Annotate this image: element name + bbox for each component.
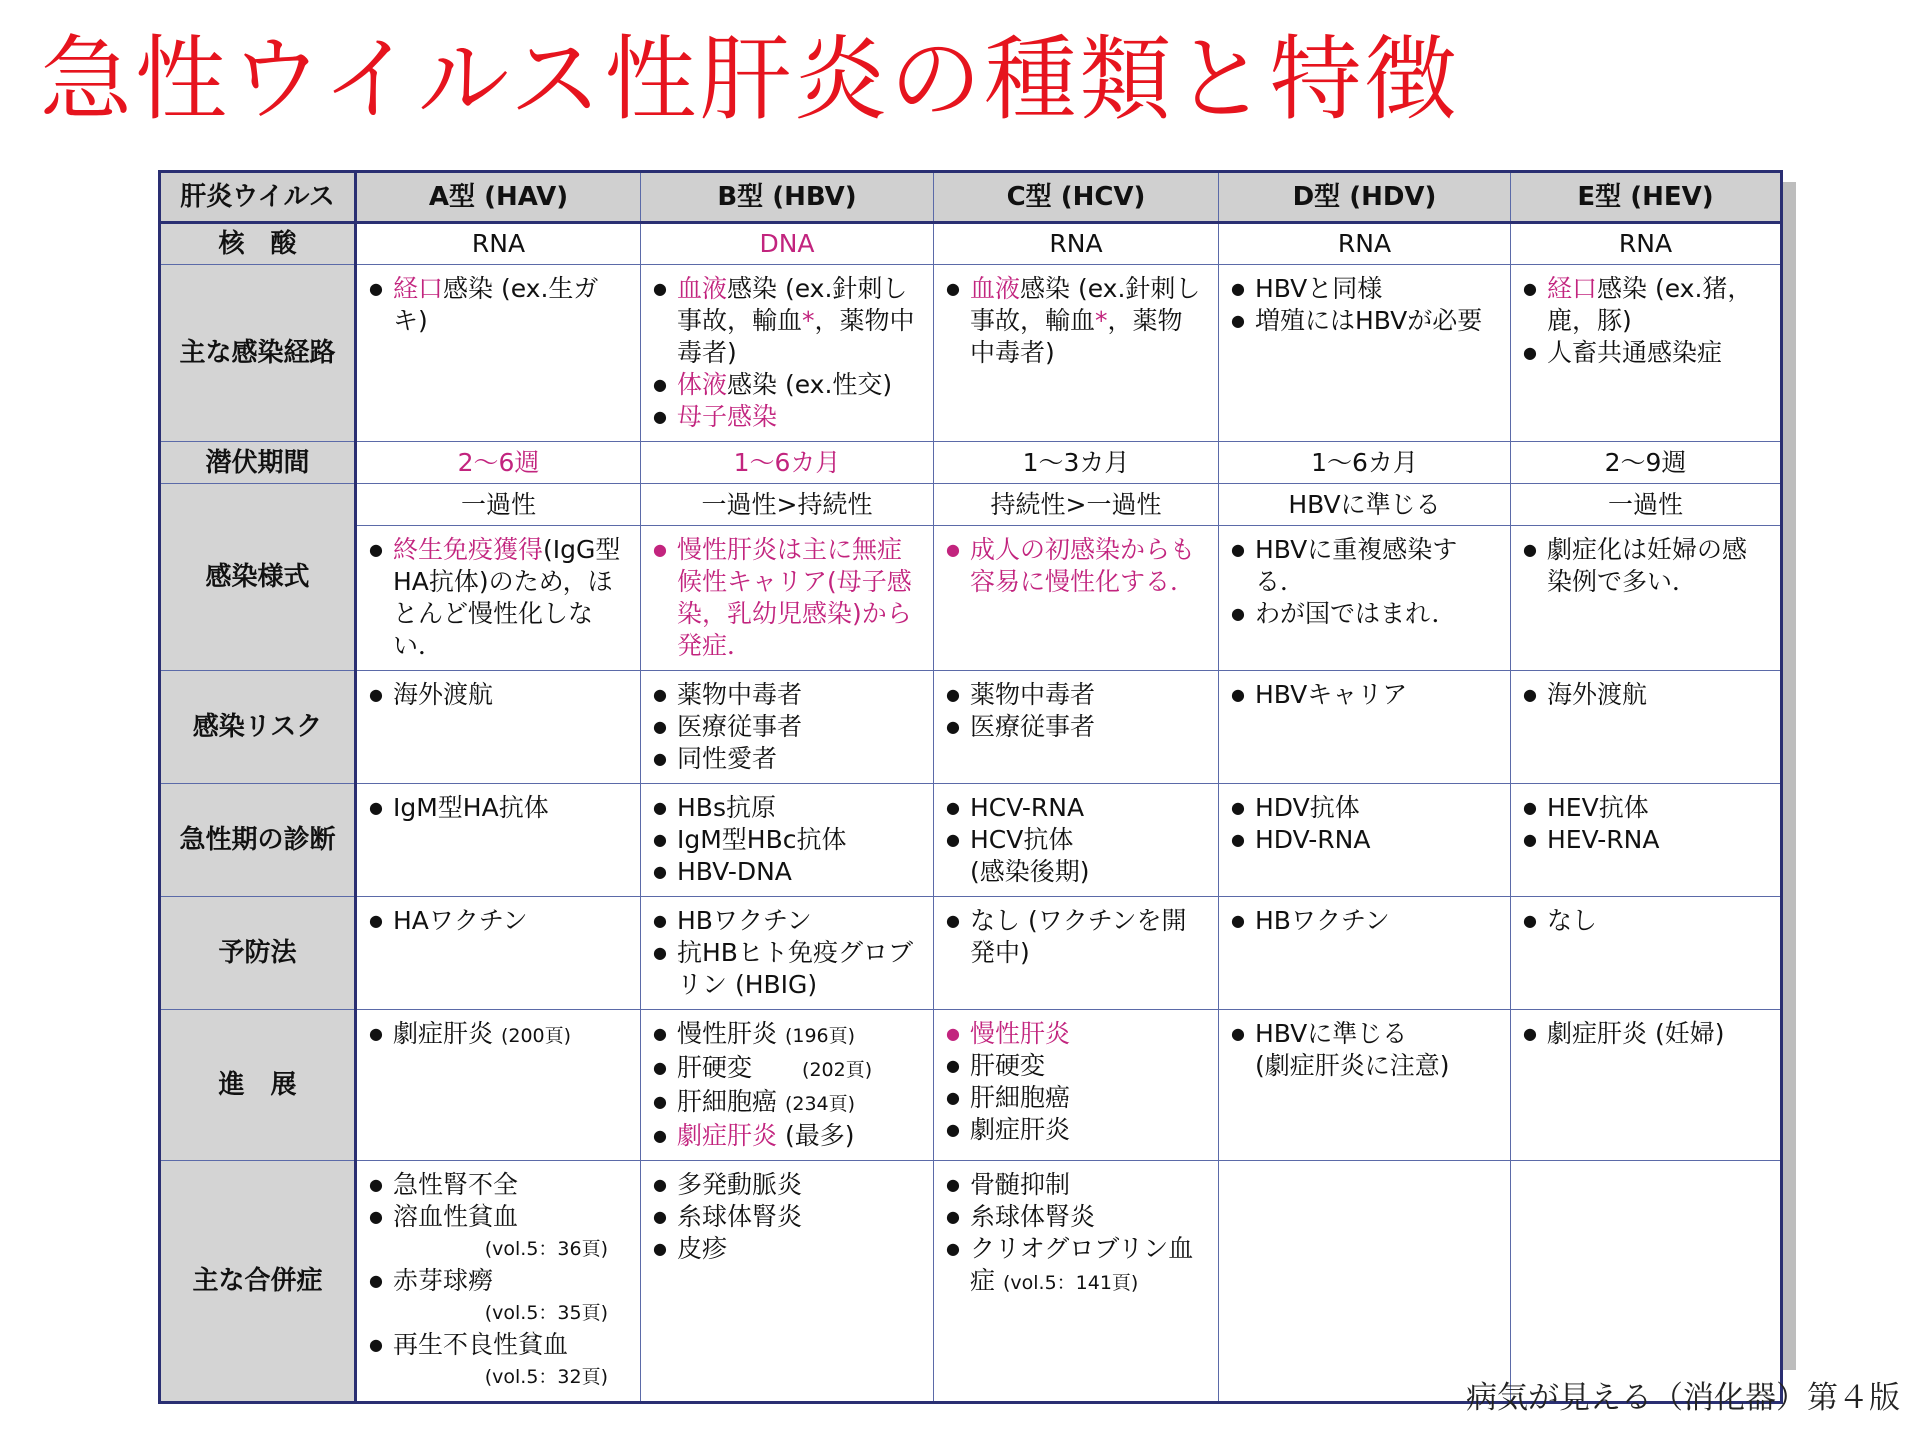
list-item: ● 再生不良性貧血: [369, 1329, 628, 1361]
list-item: ● 経口感染 (ex.生ガキ): [369, 273, 628, 337]
mode-summary-row: [160, 484, 1782, 526]
page-title: 急性ウイルス性肝炎の種類と特徴: [40, 26, 1460, 133]
list-item: ● HBVキャリア: [1231, 679, 1498, 711]
list-item: ● 肝硬変: [946, 1050, 1206, 1082]
list-item: ● 糸球体腎炎: [946, 1201, 1206, 1233]
route-hev: [1511, 265, 1782, 442]
list-item: ● HAワクチン: [369, 905, 628, 937]
row-label-incubation: 潜伏期間: [160, 442, 356, 484]
complications-ref: (vol.5：35頁): [484, 1302, 608, 1324]
risk-hbv: [641, 671, 934, 784]
list-item: ● 劇症化は妊婦の感染例で多い．: [1523, 534, 1768, 598]
hepatitis-table-container: [158, 170, 1780, 1388]
route-row: [160, 265, 1782, 442]
list-item: ● 薬物中毒者: [653, 679, 921, 711]
progression-hdv-note: (劇症肝炎に注意): [1255, 1051, 1450, 1080]
list-item: ● HEV-RNA: [1523, 824, 1768, 856]
progression-hbv: [641, 1010, 934, 1161]
source-credit: 病気が見える（消化器）第４版: [1466, 1380, 1900, 1416]
incubation-hcv: 1〜3カ月: [934, 442, 1219, 484]
list-item: ● 溶血性貧血: [369, 1201, 628, 1233]
mode-detail-row: [160, 526, 1782, 671]
prevention-hav: [356, 897, 641, 1010]
nucleic-hev: RNA: [1511, 223, 1782, 265]
list-item: ● 血液感染 (ex.針刺し事故，輸血*，薬物中毒者): [653, 273, 921, 369]
progression-hev: [1511, 1010, 1782, 1161]
route-hdv: [1219, 265, 1511, 442]
list-item: ● 多発動脈炎: [653, 1169, 921, 1201]
list-item: ● HBs抗原: [653, 792, 921, 824]
list-item: ● HCV抗体: [946, 824, 1206, 856]
list-item: ● 血液感染 (ex.針刺し事故，輸血*，薬物中毒者): [946, 273, 1206, 369]
complications-ref: (vol.5：36頁): [484, 1238, 608, 1260]
row-label-nucleic: 核 酸: [160, 223, 356, 265]
list-item: ● 慢性肝炎は主に無症候性キャリア(母子感染，乳幼児感染)から発症．: [653, 534, 921, 662]
mode-summary-hcv: 持続性>一過性: [934, 484, 1219, 526]
mode-hcv: [934, 526, 1219, 671]
nucleic-hdv: RNA: [1219, 223, 1511, 265]
progression-hcv: [934, 1010, 1219, 1161]
row-label-risk: 感染リスク: [160, 671, 356, 784]
incubation-hbv: 1〜6カ月: [641, 442, 934, 484]
risk-hdv: [1219, 671, 1511, 784]
mode-hav: [356, 526, 641, 671]
list-item: ● わが国ではまれ．: [1231, 598, 1498, 630]
complications-hev: [1511, 1161, 1782, 1403]
route-hcv: [934, 265, 1219, 442]
list-item: ● 抗HBヒト免疫グロブリン (HBIG): [653, 937, 921, 1001]
list-item: ● 増殖にはHBVが必要: [1231, 305, 1498, 337]
nucleic-hav: RNA: [356, 223, 641, 265]
mode-hev: [1511, 526, 1782, 671]
header-hdv: D型 (HDV): [1219, 172, 1511, 223]
incubation-hdv: 1〜6カ月: [1219, 442, 1511, 484]
diagnosis-hdv: [1219, 784, 1511, 897]
list-item: ● 劇症肝炎: [946, 1114, 1206, 1146]
hepatitis-comparison-table: [158, 170, 1783, 1404]
list-item: ● HDV抗体: [1231, 792, 1498, 824]
mode-hbv: [641, 526, 934, 671]
mode-summary-hbv: 一過性>持続性: [641, 484, 934, 526]
list-item: ● HBVに重複感染する．: [1231, 534, 1498, 598]
diagnosis-hav: [356, 784, 641, 897]
complications-hav: [356, 1161, 641, 1403]
route-hbv: [641, 265, 934, 442]
list-item: ● HBVと同様: [1231, 273, 1498, 305]
risk-hav: [356, 671, 641, 784]
list-item: ● 肝細胞癌 (234頁): [653, 1086, 921, 1120]
diagnosis-row: [160, 784, 1782, 897]
diagnosis-hev: [1511, 784, 1782, 897]
progression-hdv: [1219, 1010, 1511, 1161]
list-item: ● HBワクチン: [653, 905, 921, 937]
list-item: ● 糸球体腎炎: [653, 1201, 921, 1233]
complications-ref: (vol.5：32頁): [484, 1366, 608, 1388]
mode-summary-hev: 一過性: [1511, 484, 1782, 526]
list-item: ● HDV-RNA: [1231, 824, 1498, 856]
diagnosis-hcv: [934, 784, 1219, 897]
mode-hdv: [1219, 526, 1511, 671]
complications-hcv: [934, 1161, 1219, 1403]
list-item: ● 経口感染 (ex.猪，鹿，豚): [1523, 273, 1768, 337]
list-item: ● 終生免疫獲得(IgG型HA抗体)のため，ほとんど慢性化しない．: [369, 534, 628, 662]
progression-hav: [356, 1010, 641, 1161]
list-item: ● IgM型HA抗体: [369, 792, 628, 824]
list-item: ● 母子感染: [653, 401, 921, 433]
nucleic-hcv: RNA: [934, 223, 1219, 265]
list-item: ● 劇症肝炎 (最多): [653, 1120, 921, 1152]
list-item: ● 肝硬変 (202頁): [653, 1052, 921, 1086]
header-hcv: C型 (HCV): [934, 172, 1219, 223]
list-item: ● HBV-DNA: [653, 856, 921, 888]
header-hbv: B型 (HBV): [641, 172, 934, 223]
row-label-diagnosis: 急性期の診断: [160, 784, 356, 897]
nucleic-row: [160, 223, 1782, 265]
list-item: ● HEV抗体: [1523, 792, 1768, 824]
list-item: ● 体液感染 (ex.性交): [653, 369, 921, 401]
row-label-route: 主な感染経路: [160, 265, 356, 442]
list-item: ● 皮疹: [653, 1233, 921, 1265]
list-item: ● 慢性肝炎 (196頁): [653, 1018, 921, 1052]
incubation-row: [160, 442, 1782, 484]
mode-summary-hdv: HBVに準じる: [1219, 484, 1511, 526]
complications-hdv: [1219, 1161, 1511, 1403]
prevention-row: [160, 897, 1782, 1010]
header-row: [160, 172, 1782, 223]
progression-row: [160, 1010, 1782, 1161]
list-item: ● なし: [1523, 905, 1768, 937]
list-item: ● 慢性肝炎: [946, 1018, 1206, 1050]
complications-hbv: [641, 1161, 934, 1403]
row-label-mode: 感染様式: [160, 484, 356, 671]
header-hav: A型 (HAV): [356, 172, 641, 223]
mode-summary-hav: 一過性: [356, 484, 641, 526]
list-item: ● HCV-RNA: [946, 792, 1206, 824]
list-item: ● HBワクチン: [1231, 905, 1498, 937]
incubation-hav: 2〜6週: [356, 442, 641, 484]
incubation-hev: 2〜9週: [1511, 442, 1782, 484]
list-item: ● 劇症肝炎 (200頁): [369, 1018, 628, 1052]
list-item: ● 人畜共通感染症: [1523, 337, 1768, 369]
list-item: ● 薬物中毒者: [946, 679, 1206, 711]
route-hav: [356, 265, 641, 442]
risk-hcv: [934, 671, 1219, 784]
list-item: ● IgM型HBc抗体: [653, 824, 921, 856]
prevention-hcv: [934, 897, 1219, 1010]
list-item: ● クリオグロブリン血症 (vol.5：141頁): [946, 1233, 1206, 1299]
list-item: ● 劇症肝炎 (妊婦): [1523, 1018, 1768, 1050]
list-item: ● 骨髄抑制: [946, 1169, 1206, 1201]
prevention-hbv: [641, 897, 934, 1010]
diagnosis-hbv: [641, 784, 934, 897]
risk-hev: [1511, 671, 1782, 784]
list-item: ● 医療従事者: [946, 711, 1206, 743]
list-item: ● 海外渡航: [369, 679, 628, 711]
row-label-complications: 主な合併症: [160, 1161, 356, 1403]
list-item: ● なし (ワクチンを開発中): [946, 905, 1206, 969]
prevention-hev: [1511, 897, 1782, 1010]
risk-row: [160, 671, 1782, 784]
list-item: ● 海外渡航: [1523, 679, 1768, 711]
prevention-hdv: [1219, 897, 1511, 1010]
list-item: ● HBVに準じる: [1231, 1018, 1498, 1050]
list-item: ● 同性愛者: [653, 743, 921, 775]
row-label-prevention: 予防法: [160, 897, 356, 1010]
nucleic-hbv: DNA: [641, 223, 934, 265]
list-item: ● 急性腎不全: [369, 1169, 628, 1201]
diagnosis-hcv-note: (感染後期): [970, 857, 1090, 886]
list-item: ● 肝細胞癌: [946, 1082, 1206, 1114]
header-virus: 肝炎ウイルス: [160, 172, 356, 223]
row-label-progression: 進 展: [160, 1010, 356, 1161]
header-hev: E型 (HEV): [1511, 172, 1782, 223]
list-item: ● 医療従事者: [653, 711, 921, 743]
list-item: ● 成人の初感染からも容易に慢性化する．: [946, 534, 1206, 598]
complications-row: [160, 1161, 1782, 1403]
list-item: ● 赤芽球癆: [369, 1265, 628, 1297]
